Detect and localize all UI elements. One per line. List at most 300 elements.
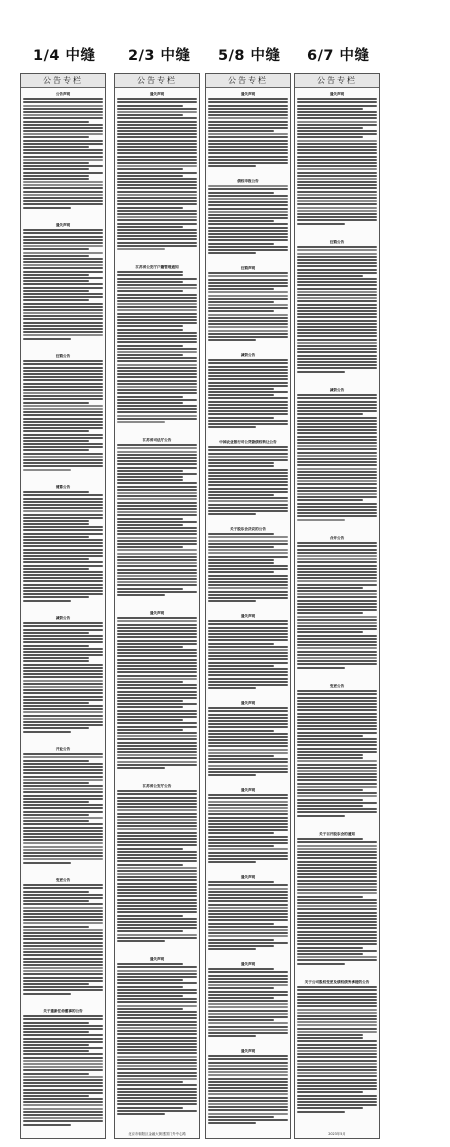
text-line — [117, 460, 197, 462]
text-line — [117, 117, 197, 119]
text-line — [23, 1114, 103, 1116]
text-line — [208, 562, 274, 564]
text-line — [208, 317, 288, 319]
text-line — [23, 1108, 103, 1110]
text-line — [208, 185, 288, 187]
text-line — [23, 648, 103, 650]
text-line — [23, 411, 103, 413]
text-line — [208, 907, 288, 909]
text-line — [23, 1028, 103, 1030]
text-line — [208, 742, 288, 744]
text-line — [117, 963, 183, 965]
text-line — [297, 487, 377, 489]
text-line — [117, 684, 197, 686]
text-line — [117, 979, 183, 981]
text-line — [23, 1038, 103, 1040]
text-line — [23, 424, 103, 426]
text-line — [297, 1075, 377, 1077]
text-line — [208, 1119, 288, 1121]
text-line — [23, 1069, 103, 1071]
text-line — [208, 620, 288, 622]
text-line — [117, 1072, 197, 1074]
text-line — [208, 939, 274, 941]
text-line — [208, 388, 274, 390]
text-line — [117, 761, 197, 763]
text-line — [117, 966, 197, 968]
text-line — [117, 505, 197, 507]
text-line — [297, 873, 377, 875]
text-line — [23, 894, 103, 896]
text-line — [297, 986, 377, 988]
text-line — [297, 870, 377, 872]
text-line — [208, 117, 288, 119]
text-line — [23, 501, 103, 503]
text-line — [297, 542, 377, 544]
text-line — [297, 1047, 377, 1049]
text-line — [117, 98, 197, 100]
text-line — [208, 845, 274, 847]
text-line — [208, 307, 288, 309]
text-line — [117, 473, 197, 475]
text-line — [117, 886, 197, 888]
text-line — [117, 924, 197, 926]
text-line — [23, 252, 103, 254]
text-line — [23, 255, 89, 257]
text-line — [297, 1082, 377, 1084]
text-line — [297, 1040, 377, 1042]
text-line — [117, 726, 197, 728]
text-line — [208, 304, 288, 306]
text-line — [297, 474, 377, 476]
text-line — [208, 326, 288, 328]
text-line — [208, 339, 256, 341]
text-line — [208, 378, 288, 380]
text-line — [117, 732, 197, 734]
text-line — [208, 546, 274, 548]
text-line — [23, 520, 89, 522]
text-line — [297, 600, 377, 602]
text-line — [117, 646, 183, 648]
text-line — [23, 133, 103, 135]
text-line — [297, 892, 377, 894]
text-line — [208, 823, 288, 825]
text-line — [117, 149, 197, 151]
text-line — [208, 1097, 288, 1099]
text-line — [117, 297, 197, 299]
text-line — [208, 591, 288, 593]
text-line — [23, 437, 103, 439]
text-line — [23, 149, 103, 151]
text-line — [208, 801, 288, 803]
text-line — [23, 788, 103, 790]
text-line — [117, 274, 183, 276]
text-line — [23, 1120, 103, 1122]
text-line — [117, 354, 183, 356]
text-line — [117, 187, 197, 189]
text-line — [208, 559, 274, 561]
text-line — [297, 993, 377, 995]
text-line — [297, 219, 377, 221]
text-line — [297, 754, 363, 756]
text-line — [208, 888, 288, 890]
text-line — [117, 1011, 197, 1013]
text-line — [117, 351, 197, 353]
text-line — [117, 210, 197, 212]
text-line — [297, 735, 363, 737]
text-line — [23, 689, 103, 691]
text-line — [23, 638, 103, 640]
text-line — [117, 793, 197, 795]
text-line — [23, 539, 103, 541]
text-line — [297, 159, 377, 161]
text-line — [297, 310, 377, 312]
text-line — [23, 817, 103, 819]
text-line — [117, 767, 165, 769]
text-line — [23, 622, 103, 624]
text-line — [208, 994, 288, 996]
text-line — [208, 829, 288, 831]
text-line — [208, 275, 288, 277]
text-line — [208, 671, 288, 673]
text-line — [297, 162, 377, 164]
text-line — [117, 754, 197, 756]
text-line — [23, 977, 103, 979]
text-line — [297, 367, 377, 369]
text-line — [117, 790, 197, 792]
text-line — [208, 987, 274, 989]
text-line — [297, 165, 377, 167]
text-line — [117, 867, 197, 869]
text-line — [208, 668, 288, 670]
text-line — [297, 297, 377, 299]
text-line — [117, 386, 197, 388]
text-line — [297, 667, 345, 669]
text-line — [208, 1078, 288, 1080]
text-line — [208, 394, 274, 396]
text-line — [117, 668, 197, 670]
notice-item — [117, 90, 197, 263]
text-line — [297, 329, 377, 331]
text-line — [117, 687, 197, 689]
text-line — [117, 1091, 197, 1093]
text-line — [297, 953, 363, 955]
text-line — [23, 970, 103, 972]
text-line — [23, 290, 89, 292]
text-line — [23, 386, 103, 388]
text-line — [297, 101, 377, 103]
text-line — [208, 674, 288, 676]
text-line — [23, 1124, 71, 1126]
text-line — [23, 430, 89, 432]
text-line — [23, 536, 89, 538]
text-line — [208, 233, 288, 235]
text-line — [208, 681, 288, 683]
text-line — [297, 262, 377, 264]
text-line — [117, 338, 197, 340]
text-line — [117, 329, 183, 331]
notice-heading: 遗失声明 — [149, 92, 165, 96]
text-line — [297, 921, 377, 923]
text-line — [297, 519, 345, 521]
text-line — [23, 498, 103, 500]
text-line — [117, 248, 165, 250]
text-line — [208, 540, 288, 542]
text-line — [297, 596, 377, 598]
text-line — [297, 783, 377, 785]
notice-heading: 江苏省司法厅公告 — [142, 438, 172, 442]
text-line — [117, 1021, 197, 1023]
text-line — [208, 1006, 288, 1008]
text-line — [117, 136, 197, 138]
text-line — [117, 476, 183, 478]
text-line — [23, 887, 103, 889]
text-line — [117, 751, 197, 753]
text-line — [208, 504, 288, 506]
text-line — [208, 1032, 288, 1034]
text-line — [117, 399, 197, 401]
text-line — [117, 168, 183, 170]
text-line — [208, 382, 288, 384]
text-line — [23, 191, 103, 193]
text-line — [208, 472, 288, 474]
text-line — [117, 1052, 197, 1054]
text-line — [117, 1088, 197, 1090]
text-line — [208, 413, 288, 415]
text-line — [117, 998, 197, 1000]
text-line — [208, 1090, 288, 1092]
text-line — [23, 325, 103, 327]
text-line — [23, 168, 89, 170]
text-line — [208, 301, 274, 303]
text-line — [23, 267, 103, 269]
text-line — [23, 459, 103, 461]
text-line — [208, 556, 288, 558]
notice-item — [297, 978, 377, 1126]
text-line — [117, 636, 197, 638]
text-line — [208, 820, 288, 822]
text-line — [23, 954, 103, 956]
text-line — [23, 721, 103, 723]
text-line — [117, 627, 197, 629]
text-line — [23, 248, 89, 250]
text-line — [23, 296, 103, 298]
text-line — [208, 1029, 288, 1031]
text-line — [117, 982, 197, 984]
notice-heading: 注销公告 — [329, 240, 345, 244]
text-line — [23, 274, 89, 276]
text-line — [297, 146, 377, 148]
text-line — [23, 229, 103, 231]
notice-heading: 债权申报公告 — [237, 179, 259, 183]
text-line — [117, 127, 197, 129]
text-line — [117, 908, 197, 910]
notice-item — [23, 1007, 103, 1138]
text-line — [23, 414, 103, 416]
text-line — [117, 463, 197, 465]
notice-item — [208, 264, 288, 351]
notice-heading: 公告声明 — [55, 92, 71, 96]
column-title-3: 5/8 中缝 — [218, 48, 281, 64]
text-line — [23, 673, 103, 675]
text-line — [297, 429, 377, 431]
text-line — [23, 801, 89, 803]
text-line — [208, 220, 274, 222]
text-line — [117, 857, 197, 859]
text-line — [297, 940, 377, 942]
text-line — [23, 718, 103, 720]
text-line — [23, 676, 103, 678]
text-line — [117, 735, 197, 737]
text-line — [117, 511, 197, 513]
text-line — [23, 389, 103, 391]
text-line — [208, 211, 288, 213]
text-line — [208, 469, 288, 471]
text-line — [208, 330, 288, 332]
text-line — [117, 322, 197, 324]
text-line — [208, 165, 256, 167]
text-line — [23, 804, 103, 806]
text-line — [117, 332, 197, 334]
text-line — [117, 911, 197, 913]
text-line — [23, 891, 89, 893]
text-line — [117, 757, 197, 759]
text-line — [117, 105, 183, 107]
text-line — [117, 194, 197, 196]
text-line — [297, 845, 377, 847]
text-line — [117, 470, 183, 472]
text-line — [117, 213, 197, 215]
text-line — [297, 799, 363, 801]
text-line — [208, 1065, 288, 1067]
text-line — [23, 820, 89, 822]
text-line — [23, 258, 103, 260]
text-line — [297, 709, 377, 711]
text-line — [297, 256, 377, 258]
text-line — [117, 1100, 197, 1102]
text-line — [208, 720, 288, 722]
text-line — [208, 1068, 288, 1070]
text-line — [208, 710, 288, 712]
notice-heading: 减资公告 — [240, 353, 256, 357]
text-line — [208, 500, 288, 502]
text-line — [208, 984, 288, 986]
text-line — [23, 919, 103, 921]
text-line — [297, 140, 377, 142]
text-line — [117, 364, 197, 366]
text-line — [297, 1056, 377, 1058]
text-line — [23, 421, 103, 423]
text-line — [297, 867, 377, 869]
text-line — [23, 862, 71, 864]
text-line — [208, 797, 288, 799]
text-line — [297, 1024, 377, 1026]
text-line — [297, 651, 377, 653]
text-line — [208, 1016, 288, 1018]
text-line — [208, 230, 288, 232]
text-line — [23, 629, 103, 631]
text-line — [208, 1026, 288, 1028]
text-line — [297, 509, 377, 511]
text-line — [297, 565, 377, 567]
text-line — [117, 659, 197, 661]
notice-heading: 中国农业银行对公贷款债权转让公告 — [219, 440, 277, 444]
text-line — [117, 451, 197, 453]
text-line — [117, 572, 197, 574]
text-line — [23, 370, 103, 372]
text-line — [208, 146, 288, 148]
text-line — [208, 1010, 288, 1012]
text-line — [23, 590, 103, 592]
text-line — [23, 910, 103, 912]
text-line — [208, 453, 288, 455]
text-line — [23, 699, 103, 701]
text-line — [297, 1031, 377, 1033]
text-line — [23, 376, 103, 378]
text-line — [297, 448, 377, 450]
text-line — [208, 736, 288, 738]
text-line — [23, 363, 103, 365]
text-line — [23, 580, 103, 582]
text-line — [297, 619, 377, 621]
text-line — [117, 143, 197, 145]
text-line — [117, 396, 183, 398]
text-line — [297, 515, 377, 517]
text-line — [297, 744, 377, 746]
text-line — [23, 242, 103, 244]
text-line — [297, 1015, 377, 1017]
text-line — [297, 555, 377, 557]
notice-item — [208, 525, 288, 612]
text-line — [297, 956, 377, 958]
text-line — [117, 828, 197, 830]
text-line — [208, 600, 256, 602]
text-line — [208, 243, 274, 245]
text-line — [208, 159, 288, 161]
text-line — [297, 549, 377, 551]
text-line — [23, 1053, 103, 1055]
text-line — [23, 660, 89, 662]
notice-item — [297, 90, 377, 238]
text-line — [208, 204, 288, 206]
text-line — [23, 657, 89, 659]
text-line — [117, 486, 197, 488]
text-line — [117, 383, 197, 385]
text-line — [117, 197, 197, 199]
text-line — [297, 706, 377, 708]
text-line — [208, 678, 288, 680]
text-line — [297, 364, 377, 366]
text-line — [117, 495, 197, 497]
text-line — [297, 445, 377, 447]
text-line — [297, 690, 377, 692]
text-line — [297, 284, 377, 286]
text-line — [23, 184, 103, 186]
text-line — [23, 1025, 103, 1027]
text-line — [117, 930, 183, 932]
text-line — [208, 121, 288, 123]
text-line — [23, 574, 103, 576]
text-line — [208, 810, 288, 812]
text-line — [117, 415, 197, 417]
text-line — [297, 795, 377, 797]
notice-heading: 变更公告 — [55, 878, 71, 882]
notice-heading: 江苏省公安厅公告 — [142, 784, 172, 788]
text-line — [297, 413, 363, 415]
text-line — [297, 657, 377, 659]
text-line — [208, 571, 274, 573]
text-line — [297, 1009, 377, 1011]
text-line — [297, 660, 377, 662]
